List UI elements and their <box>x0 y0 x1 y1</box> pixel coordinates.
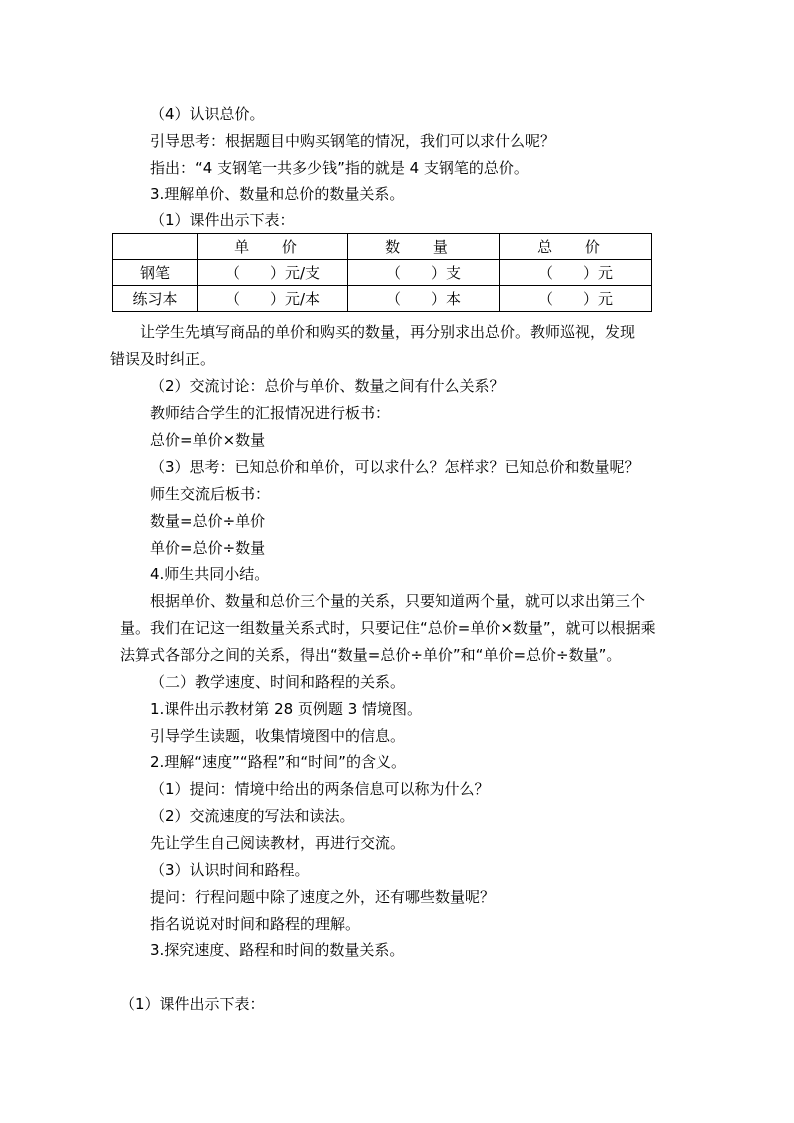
paragraph-think: （3）思考：已知总价和单价，可以求什么？怎样求？已知总价和数量呢？ <box>150 458 640 476</box>
table-cell: （ ）元 <box>500 286 652 312</box>
paragraph-after-exchange: 师生交流后板书： <box>150 485 271 503</box>
table-header-cell <box>113 234 198 260</box>
paragraph-guide-thinking: 引导思考：根据题目中购买钢笔的情况，我们可以求什么呢？ <box>150 132 556 150</box>
heading-explore-relation: 3.探究速度、路程和时间的数量关系。 <box>150 941 405 959</box>
table-header-cell: 总 价 <box>500 234 652 260</box>
paragraph-read-question: 引导学生读题，收集情境图中的信息。 <box>150 727 406 745</box>
heading-unit-price-relation: 3.理解单价、数量和总价的数量关系。 <box>150 185 405 203</box>
table-row <box>113 260 652 286</box>
table-header-row <box>113 234 652 260</box>
subheading-recognize-total: （4）认识总价。 <box>150 105 265 123</box>
paragraph-board-writing: 教师结合学生的汇报情况进行板书： <box>150 404 391 422</box>
paragraph-name-students: 指名说说对时间和路程的理解。 <box>150 915 361 933</box>
table-cell: 钢笔 <box>113 260 198 286</box>
formula-total: 总价=单价×数量 <box>150 431 266 449</box>
price-table <box>112 233 652 312</box>
table-cell: （ ）元/本 <box>198 286 348 312</box>
paragraph-show-table: （1）课件出示下表： <box>150 211 295 229</box>
paragraph-summary: 根据单价、数量和总价三个量的关系，只要知道两个量，就可以求出第三个 <box>150 592 646 610</box>
table-cell: 练习本 <box>113 286 198 312</box>
paragraph-show-example: 1.课件出示教材第 28 页例题 3 情境图。 <box>150 700 423 718</box>
paragraph-fill-in: 让学生先填写商品的单价和购买的数量，再分别求出总价。教师巡视，发现 <box>140 323 636 341</box>
paragraph-summary-cont-1: 量。我们在记这一组数量关系式时，只要记住“总价=单价×数量”，就可以根据乘 <box>120 619 656 637</box>
table-row <box>113 286 652 312</box>
table-cell: （ ）本 <box>348 286 500 312</box>
paragraph-ask: （1）提问：情境中给出的两条信息可以称为什么？ <box>150 780 490 798</box>
table-header-cell: 单 价 <box>198 234 348 260</box>
heading-summary: 4.师生共同小结。 <box>150 565 270 583</box>
formula-quantity: 数量=总价÷单价 <box>150 512 266 530</box>
paragraph-discuss: （2）交流讨论：总价与单价、数量之间有什么关系？ <box>150 377 505 395</box>
heading-understand-terms: 2.理解“速度”“路程”和“时间”的含义。 <box>150 753 406 771</box>
formula-unit-price: 单价=总价÷数量 <box>150 539 266 557</box>
paragraph-summary-cont-2: 法算式各部分之间的关系，得出“数量=总价÷单价”和“单价=总价÷数量”。 <box>120 646 622 664</box>
paragraph-read-textbook: 先让学生自己阅读教材，再进行交流。 <box>150 834 406 852</box>
heading-speed-time-distance: （二）教学速度、时间和路程的关系。 <box>150 673 406 691</box>
paragraph-ask-quantities: 提问：行程问题中除了速度之外，还有哪些数量呢？ <box>150 888 496 906</box>
paragraph-fill-in-cont: 错误及时纠正。 <box>110 350 216 368</box>
paragraph-point-out: 指出：“4 支钢笔一共多少钱”指的就是 4 支钢笔的总价。 <box>150 159 529 177</box>
table-header-cell: 数 量 <box>348 234 500 260</box>
table-cell: （ ）支 <box>348 260 500 286</box>
paragraph-show-table-2: （1）课件出示下表： <box>120 995 265 1013</box>
paragraph-exchange-speed: （2）交流速度的写法和读法。 <box>150 807 355 825</box>
table-cell: （ ）元/支 <box>198 260 348 286</box>
subheading-time-distance: （3）认识时间和路程。 <box>150 861 310 879</box>
table-cell: （ ）元 <box>500 260 652 286</box>
